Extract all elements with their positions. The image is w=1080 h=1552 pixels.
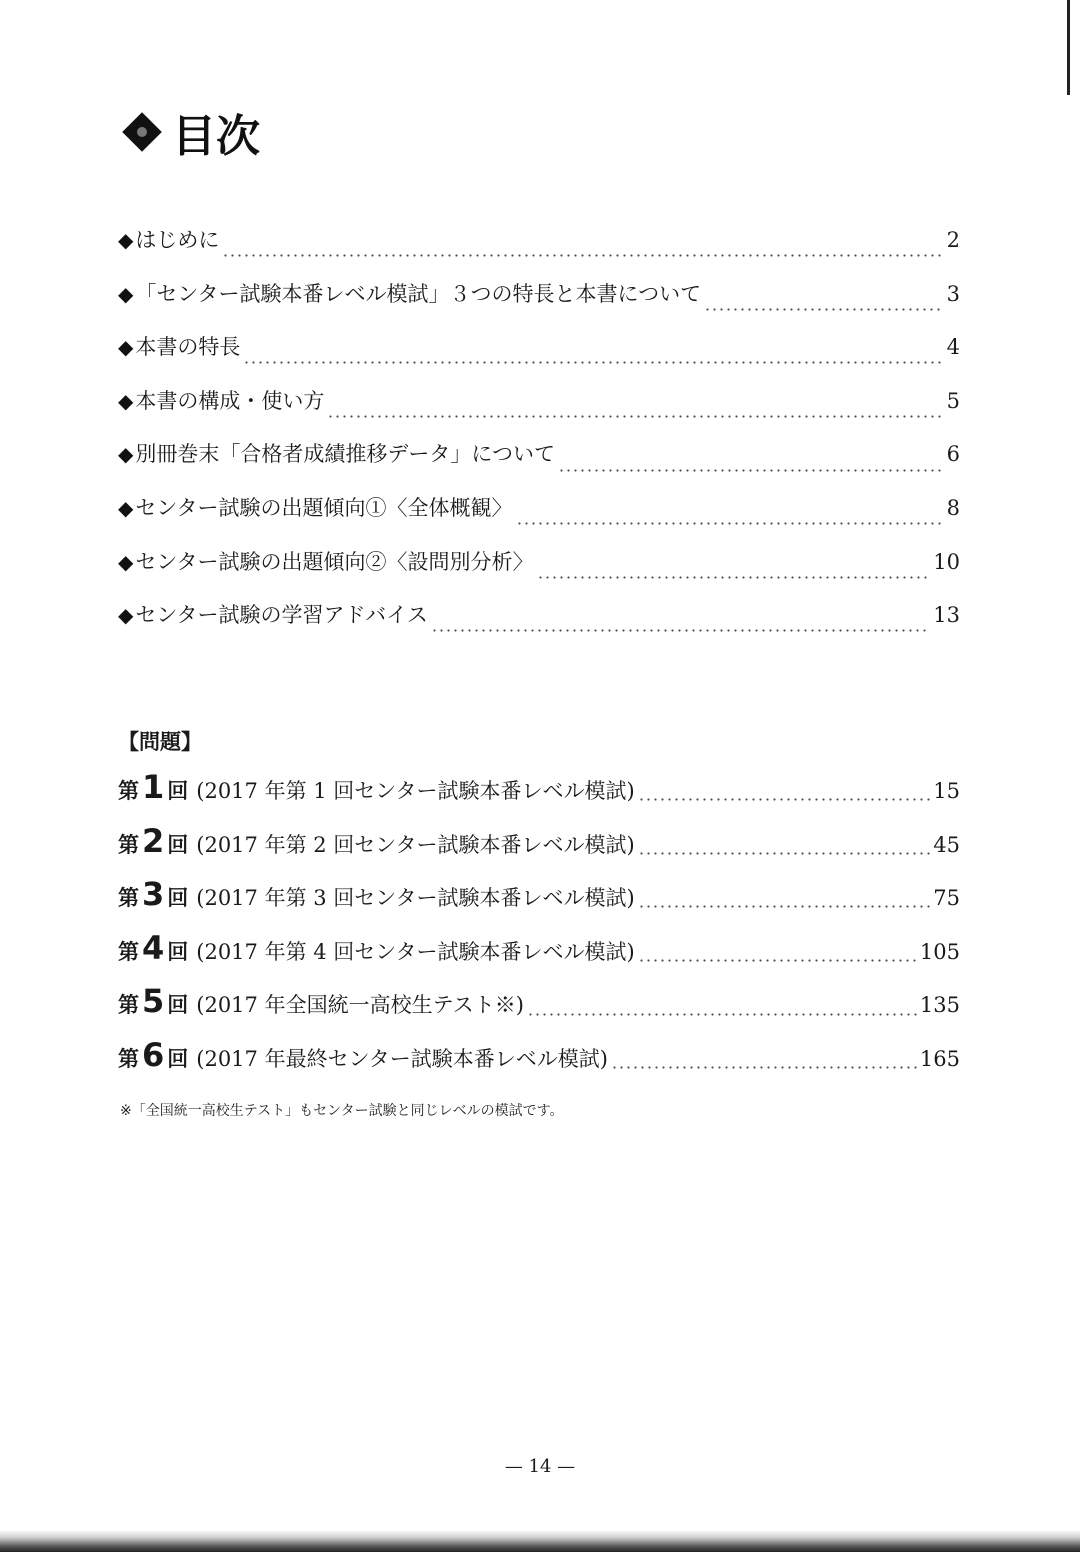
diamond-bullet-icon: [122, 112, 162, 152]
problem-label: (2017 年第 2 回センター試験本番レベル模試): [196, 832, 635, 857]
problem-ordinal: 第6 回: [118, 1035, 189, 1074]
problem-label: (2017 年全国統一高校生テスト※): [196, 993, 524, 1018]
diamond-bullet-icon: ◆: [118, 549, 134, 574]
problem-page: 45: [933, 832, 960, 857]
problem-row: [118, 929, 960, 983]
toc-row: [118, 438, 960, 492]
toc-page: 8: [946, 495, 960, 520]
problem-row: [118, 875, 960, 929]
problem-row: [118, 1036, 960, 1090]
problem-page: 105: [919, 939, 960, 964]
toc-page: 3: [946, 281, 960, 306]
problem-page: 165: [919, 1046, 960, 1071]
problem-label: (2017 年第 3 回センター試験本番レベル模試): [196, 886, 635, 911]
toc-label: センター試験の出題傾向①〈全体概観〉: [135, 495, 513, 520]
toc-page: 13: [933, 603, 960, 628]
title-text: 目次: [172, 111, 260, 162]
toc-row: [118, 331, 960, 385]
problem-label: (2017 年最終センター試験本番レベル模試): [196, 1046, 608, 1071]
toc-list: [118, 224, 960, 653]
problem-ordinal: 第5 回: [118, 982, 189, 1021]
problem-label: (2017 年第 1 回センター試験本番レベル模試): [196, 779, 635, 803]
diamond-bullet-icon: ◆: [118, 442, 134, 467]
problem-page: 15: [933, 779, 960, 803]
toc-row: [118, 599, 960, 653]
toc-label: 別冊巻末「合格者成績推移データ」について: [135, 442, 555, 467]
dot-leader: [431, 629, 930, 632]
toc-page: 5: [946, 388, 960, 413]
diamond-bullet-icon: ◆: [118, 228, 134, 252]
dot-leader: [611, 1066, 917, 1069]
diamond-bullet-icon: ◆: [118, 495, 134, 520]
toc-page: 10: [933, 549, 960, 574]
toc-row: [118, 224, 960, 278]
toc-label: センター試験の出題傾向②〈設問別分析〉: [135, 549, 534, 574]
diamond-bullet-icon: ◆: [118, 388, 134, 413]
problems-list: [118, 768, 960, 1090]
toc-row: [118, 278, 960, 332]
toc-page: 4: [946, 335, 960, 360]
diamond-bullet-icon: ◆: [118, 603, 134, 628]
toc-page: 2: [946, 228, 960, 252]
dot-leader: [327, 415, 943, 418]
dot-leader: [527, 1013, 917, 1016]
problem-row: [118, 822, 960, 876]
toc-label: 「センター試験本番レベル模試」３つの特長と本書について: [135, 281, 702, 306]
toc-row: [118, 385, 960, 439]
scan-edge-right: [1067, 0, 1070, 95]
dot-leader: [638, 905, 931, 908]
problem-ordinal: 第3 回: [118, 875, 189, 914]
toc-row: [118, 546, 960, 600]
problem-page: 75: [933, 886, 960, 911]
problem-ordinal: 第2 回: [118, 821, 189, 860]
page-title: [120, 100, 260, 164]
dot-leader: [558, 469, 944, 472]
dot-leader: [638, 852, 931, 855]
dot-leader: [516, 522, 944, 525]
problem-label: (2017 年第 4 回センター試験本番レベル模試): [196, 939, 635, 964]
dot-leader: [704, 308, 943, 311]
toc-label: 本書の構成・使い方: [135, 388, 325, 413]
dot-leader: [638, 798, 931, 801]
dot-leader: [243, 361, 943, 364]
page-number: — 14 —: [504, 1456, 576, 1477]
toc-label: はじめに: [135, 228, 220, 252]
toc-label: 本書の特長: [135, 335, 241, 360]
footnote: ※「全国統一高校生テスト」もセンター試験と同じレベルの模試です。: [120, 1103, 564, 1119]
problems-heading: 【問題】: [118, 730, 202, 754]
toc-page: 6: [946, 442, 960, 467]
toc-label: センター試験の学習アドバイス: [135, 603, 428, 628]
diamond-bullet-icon: ◆: [118, 335, 134, 360]
problem-ordinal: 第4 回: [118, 928, 189, 967]
diamond-bullet-icon: ◆: [118, 281, 134, 306]
problem-page: 135: [919, 993, 960, 1018]
dot-leader: [222, 254, 943, 257]
problem-ordinal: 第1 回: [118, 768, 189, 806]
dot-leader: [537, 576, 931, 579]
dot-leader: [638, 959, 917, 962]
problem-row: [118, 982, 960, 1036]
problem-row: [118, 768, 960, 822]
scan-edge-bottom: [0, 1530, 1080, 1552]
toc-row: [118, 492, 960, 546]
